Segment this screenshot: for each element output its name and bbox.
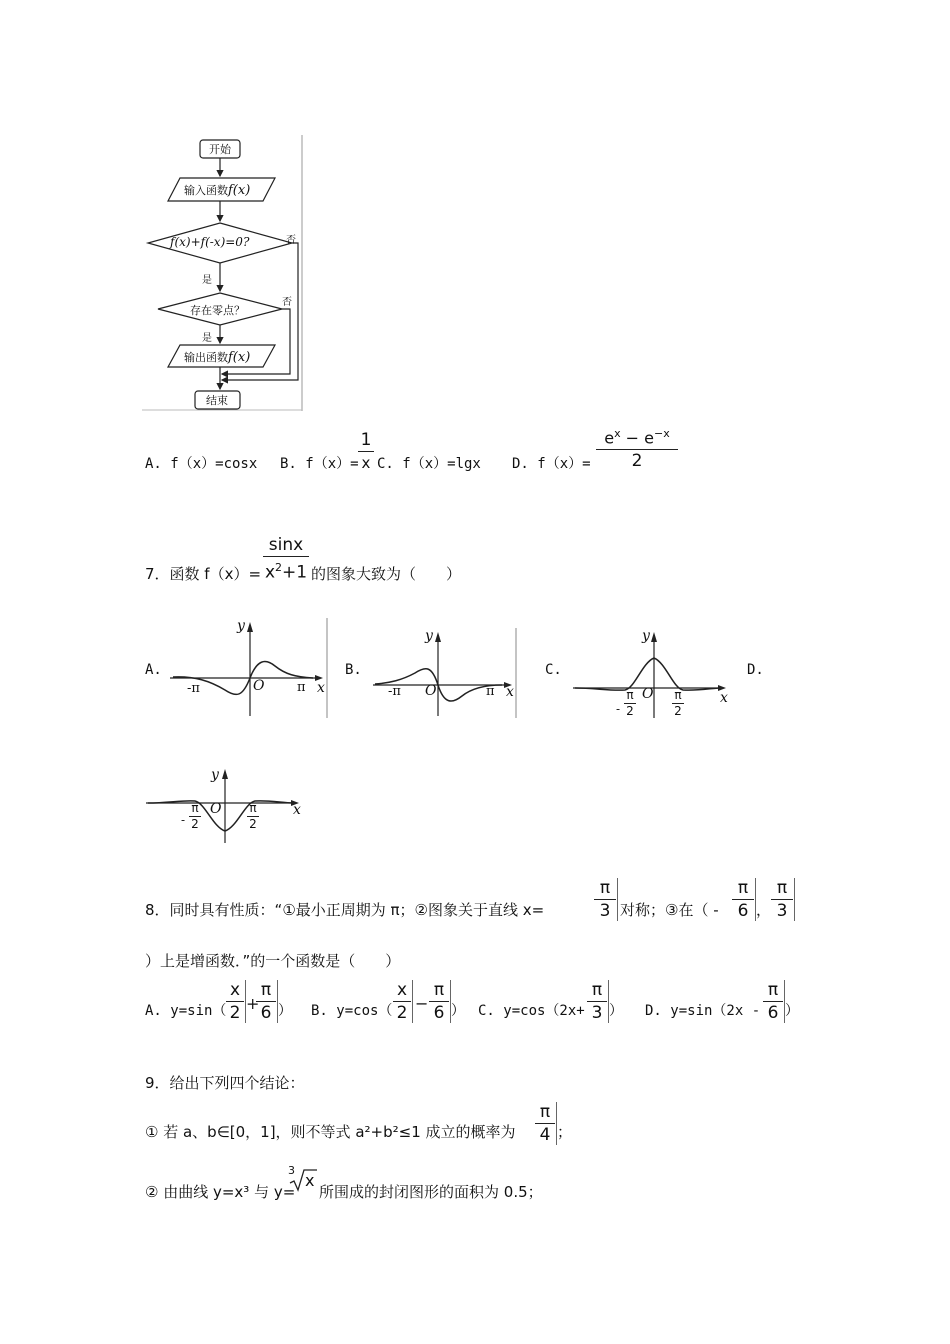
q9-root-index: 3 bbox=[288, 1164, 295, 1177]
q8-option-d: D. y=sin（2x - bbox=[645, 1003, 761, 1019]
q7-c-neg-pi-den: 2 bbox=[626, 704, 634, 718]
q7-graph-d bbox=[143, 765, 308, 845]
flow-start-label: 开始 bbox=[209, 143, 231, 156]
q8-a-2: 2 bbox=[229, 1003, 241, 1023]
q7-label-c: C. bbox=[545, 662, 562, 678]
flow-input-label bbox=[184, 182, 250, 198]
q8-pi6-den: 6 bbox=[737, 901, 749, 921]
q8-a-6: 6 bbox=[260, 1003, 272, 1023]
q7-den-rest: +1 bbox=[282, 562, 308, 583]
q6-option-d-fraction bbox=[596, 424, 678, 471]
q8-c-pi-over-3 bbox=[587, 980, 609, 1023]
q6-option-a: A. f（x）=cosx bbox=[145, 456, 258, 472]
q7-a-neg-pi: -π bbox=[187, 681, 200, 696]
q7-graph-b bbox=[370, 628, 520, 718]
q9-item1-den: 4 bbox=[539, 1125, 551, 1145]
q7-graph-d-svg bbox=[143, 765, 308, 845]
q8-line1-mid: 对称；③在（ - bbox=[620, 901, 719, 919]
q8-a-pi-over-6 bbox=[256, 980, 278, 1023]
q9-item2-root bbox=[288, 1164, 318, 1193]
q9-radicand: x bbox=[305, 1171, 315, 1190]
q9-item1-suffix: ； bbox=[557, 1123, 573, 1141]
q7-d-minus: - bbox=[181, 813, 186, 827]
q8-option-b: B. y=cos（ bbox=[311, 1003, 393, 1019]
q8-pi3b-den: 3 bbox=[776, 901, 788, 921]
q8-line2: ）上是增函数．”的一个函数是（ ） bbox=[145, 952, 401, 970]
q6-option-b-prefix: B. f（x）= bbox=[280, 456, 359, 472]
q7-c-pi-den: 2 bbox=[674, 704, 682, 718]
q7-a-x-label: x bbox=[317, 680, 325, 696]
q8-d-pi-over-6 bbox=[763, 980, 785, 1023]
q7-b-pi: π bbox=[486, 684, 495, 699]
q8-a-plus: + bbox=[246, 994, 260, 1013]
q7-den-sup: 2 bbox=[275, 561, 282, 574]
q7-c-pi-num: π bbox=[674, 688, 682, 702]
q8-a-x-over-2 bbox=[226, 980, 246, 1023]
q8-b-pi-over-6 bbox=[429, 980, 451, 1023]
q7-d-neg-pi-num: π bbox=[191, 801, 199, 815]
flow-output-text: 输出函数 bbox=[184, 351, 228, 364]
q8-pi6-num: π bbox=[737, 878, 749, 898]
q6-d-sup1: x bbox=[614, 427, 621, 440]
q9-item1-prefix: ① 若 a、b∈[0，1]，则不等式 a²+b²≤1 成立的概率为 bbox=[145, 1123, 516, 1141]
q7-d-pi-num: π bbox=[249, 801, 257, 815]
q7-d-half-pi bbox=[247, 802, 259, 831]
flow-input-text: 输入函数 bbox=[184, 184, 228, 197]
q8-b-close: ） bbox=[451, 1003, 465, 1019]
flow-input-fx: f(x) bbox=[228, 183, 251, 198]
q8-options bbox=[0, 978, 950, 1028]
q7-c-minus: - bbox=[616, 702, 621, 716]
flow-no1-label: 否 bbox=[286, 235, 296, 246]
q8-pi3b-num: π bbox=[776, 878, 788, 898]
q7-graph-a bbox=[165, 618, 330, 718]
q8-line1-prefix: 8．同时具有性质：“①最小正周期为 π；②图象关于直线 x= bbox=[145, 901, 545, 919]
q8-a-pi: π bbox=[260, 980, 272, 1000]
q7-graph-c-svg bbox=[570, 628, 740, 720]
q9-item2-prefix: ② 由曲线 y=x³ 与 y= bbox=[145, 1183, 296, 1201]
q7-c-neg-half-pi bbox=[624, 689, 636, 718]
q8-b-x-over-2 bbox=[393, 980, 413, 1023]
q7-graph-a-svg bbox=[165, 618, 330, 718]
q7-b-x-label: x bbox=[506, 684, 514, 700]
q7-numerator: sinx bbox=[268, 535, 304, 555]
flow-yes1-label: 是 bbox=[202, 275, 212, 286]
q7-suffix: 的图象大致为（ ） bbox=[311, 565, 462, 583]
flowchart bbox=[140, 133, 305, 413]
q8-option-c: C. y=cos（2x+ bbox=[478, 1003, 585, 1019]
q6-option-d-prefix: D. f（x）= bbox=[512, 456, 591, 472]
q9-item1-fraction bbox=[535, 1102, 557, 1145]
q6-option-c: C. f（x）=lgx bbox=[377, 456, 481, 472]
q7-b-y-label: y bbox=[425, 628, 433, 644]
q8-c-close: ） bbox=[609, 1003, 623, 1019]
q7-prefix: 7．函数 f（x）= bbox=[145, 565, 262, 583]
q8-c-3: 3 bbox=[591, 1003, 603, 1023]
q9-item1-num: π bbox=[539, 1102, 551, 1122]
q9-item-2 bbox=[0, 1165, 950, 1205]
q8-stem bbox=[0, 876, 950, 986]
flow-yes2-label: 是 bbox=[202, 333, 212, 344]
q7-c-x-label: x bbox=[720, 690, 728, 706]
q7-d-pi-den: 2 bbox=[249, 817, 257, 831]
flow-output-fx: f(x) bbox=[228, 350, 251, 365]
q8-d-6: 6 bbox=[767, 1003, 779, 1023]
q7-denominator bbox=[263, 558, 309, 583]
q6-d-sup2: −x bbox=[654, 427, 670, 440]
q7-d-origin: O bbox=[210, 801, 222, 817]
flowchart-diagram bbox=[140, 133, 305, 413]
q8-pi-over-6 bbox=[732, 878, 756, 921]
q8-d-pi: π bbox=[767, 980, 779, 1000]
flow-no2-label: 否 bbox=[282, 297, 292, 308]
flow-condition2-label: 存在零点？ bbox=[190, 304, 245, 317]
q8-b-minus: − bbox=[415, 994, 429, 1013]
q7-c-origin: O bbox=[642, 686, 654, 702]
q6-b-numerator: 1 bbox=[360, 430, 372, 450]
q7-label-a: A. bbox=[145, 662, 162, 678]
flow-condition1-label: f(x)+f(-x)=0? bbox=[170, 235, 250, 249]
q7-graph-b-svg bbox=[370, 628, 520, 718]
q8-option-a: A. y=sin（ bbox=[145, 1003, 227, 1019]
q7-d-neg-half-pi bbox=[189, 802, 201, 831]
q7-stem bbox=[0, 532, 950, 592]
q8-a-close: ） bbox=[278, 1003, 292, 1019]
q6-d-denominator: 2 bbox=[631, 451, 643, 472]
q7-a-y-label: y bbox=[237, 618, 245, 634]
q7-d-y-label: y bbox=[211, 767, 219, 783]
q8-pi-over-3-b bbox=[771, 878, 795, 921]
q8-pi3a-den: 3 bbox=[599, 901, 611, 921]
q7-a-pi: π bbox=[297, 680, 306, 695]
q7-graph-c bbox=[570, 628, 740, 720]
q8-b-pi: π bbox=[433, 980, 445, 1000]
q7-fraction bbox=[263, 535, 309, 583]
q9-item2-suffix: 所围成的封闭图形的面积为 0.5； bbox=[319, 1183, 543, 1201]
q8-c-pi: π bbox=[591, 980, 603, 1000]
q8-comma: ， bbox=[756, 901, 772, 919]
q8-b-2: 2 bbox=[396, 1003, 408, 1023]
q7-label-d: D. bbox=[747, 662, 764, 678]
q6-d-minus-e: − e bbox=[620, 428, 655, 448]
q8-b-6: 6 bbox=[433, 1003, 445, 1023]
q8-a-x: x bbox=[229, 980, 241, 1000]
q6-d-e1: e bbox=[604, 428, 615, 448]
q6-b-denominator: x bbox=[361, 454, 371, 472]
q8-d-close: ） bbox=[785, 1003, 799, 1019]
q7-den-x: x bbox=[264, 562, 275, 583]
q7-b-neg-pi: -π bbox=[388, 684, 401, 699]
q9-item-1 bbox=[0, 1100, 950, 1150]
q7-c-half-pi bbox=[672, 689, 684, 718]
q7-c-y-label: y bbox=[642, 628, 650, 644]
q8-pi3a-num: π bbox=[599, 878, 611, 898]
q7-label-b: B. bbox=[345, 662, 362, 678]
q7-a-origin: O bbox=[253, 678, 265, 694]
q7-d-neg-pi-den: 2 bbox=[191, 817, 199, 831]
flow-output-label bbox=[184, 349, 250, 365]
q8-b-x: x bbox=[396, 980, 408, 1000]
q6-d-numerator bbox=[596, 424, 678, 448]
q7-b-origin: O bbox=[425, 683, 437, 699]
q7-c-neg-pi-num: π bbox=[626, 688, 634, 702]
q6-options bbox=[0, 420, 950, 480]
q8-pi-over-3-a bbox=[594, 878, 618, 921]
flow-end-label: 结束 bbox=[206, 394, 228, 407]
q6-option-b-fraction bbox=[358, 430, 374, 473]
q9-title: 9．给出下列四个结论： bbox=[145, 1074, 305, 1092]
q7-d-x-label: x bbox=[293, 802, 301, 818]
